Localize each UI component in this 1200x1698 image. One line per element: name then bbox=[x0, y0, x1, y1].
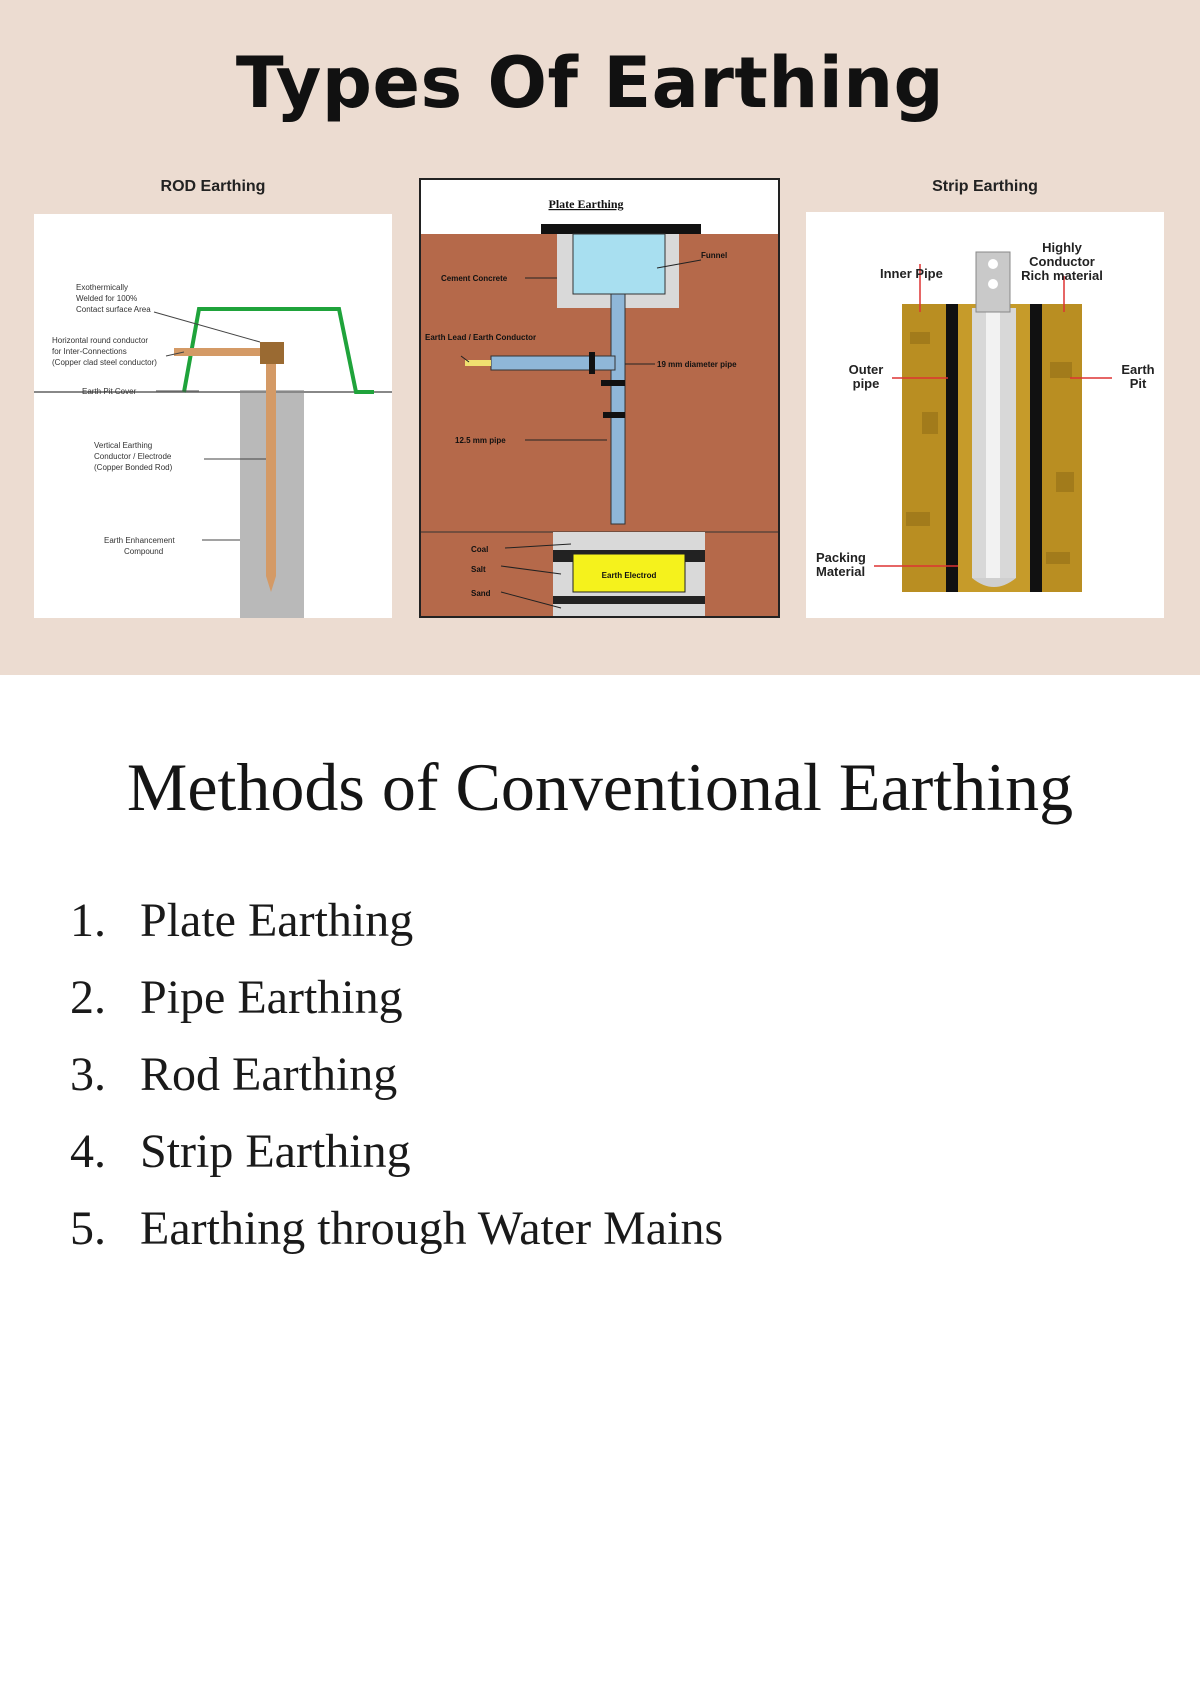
list-item bbox=[70, 893, 723, 970]
plate-label-pipe-12: 12.5 mm pipe bbox=[455, 436, 506, 445]
rod-label-horizontal-3: (Copper clad steel conductor) bbox=[52, 358, 157, 367]
list-item-label: Pipe Earthing bbox=[140, 971, 403, 1024]
strip-label-packing-2: Material bbox=[816, 564, 866, 579]
rod-panel-title: ROD Earthing bbox=[160, 178, 266, 195]
rod-label-enhancement-2: Compound bbox=[124, 547, 164, 556]
list-item bbox=[70, 1047, 723, 1124]
plate-label-pipe-19: 19 mm diameter pipe bbox=[657, 360, 737, 369]
strip-label-earth-1: Earth bbox=[1121, 362, 1155, 377]
rod-label-horizontal-1: Horizontal round conductor bbox=[52, 336, 149, 345]
list-item-number: 4. bbox=[70, 1125, 106, 1178]
list-item-number: 3. bbox=[70, 1048, 106, 1101]
plate-earthing-diagram bbox=[419, 178, 780, 618]
weld-joint bbox=[260, 342, 284, 364]
list-item bbox=[70, 1201, 723, 1278]
plate-label-sand: Sand bbox=[471, 589, 491, 598]
rod-label-exothermic-3: Contact surface Area bbox=[76, 305, 151, 314]
copper-rod bbox=[266, 344, 276, 576]
list-item-number: 2. bbox=[70, 971, 106, 1024]
plate-panel-title: Plate Earthing bbox=[548, 197, 624, 211]
plate-label-funnel: Funnel bbox=[701, 251, 728, 260]
funnel-water bbox=[573, 234, 665, 294]
plate-label-earth-lead: Earth Lead / Earth Conductor bbox=[425, 333, 537, 342]
strip-label-outer-2: pipe bbox=[852, 376, 880, 391]
plate-label-coal: Coal bbox=[471, 545, 489, 554]
methods-title: Methods of Conventional Earthing bbox=[126, 749, 1074, 825]
rod-label-enhancement-1: Earth Enhancement bbox=[104, 536, 175, 545]
list-item bbox=[70, 1124, 723, 1201]
plate-label-electrode: Earth Electrod bbox=[601, 571, 657, 580]
plate-top-cover bbox=[541, 224, 701, 234]
methods-list bbox=[70, 893, 723, 1278]
rod-label-vertical-3: (Copper Bonded Rod) bbox=[94, 463, 173, 472]
list-item bbox=[70, 970, 723, 1047]
plate-label-salt: Salt bbox=[471, 565, 486, 574]
rod-label-vertical-1: Vertical Earthing bbox=[94, 441, 153, 450]
rod-earthing-diagram bbox=[34, 214, 392, 618]
horizontal-conductor bbox=[174, 348, 270, 356]
main-title: Types Of Earthing bbox=[235, 42, 945, 124]
list-item-label: Strip Earthing bbox=[140, 1125, 411, 1178]
list-item-label: Rod Earthing bbox=[140, 1048, 398, 1101]
horizontal-pipe bbox=[491, 356, 615, 370]
rod-label-exothermic-1: Exothermically bbox=[76, 283, 129, 292]
rod-label-vertical-2: Conductor / Electrode bbox=[94, 452, 172, 461]
strip-label-inner-pipe: Inner Pipe bbox=[880, 266, 943, 281]
strip-label-outer-1: Outer bbox=[848, 362, 884, 377]
strip-label-packing-1: Packing bbox=[816, 550, 866, 565]
list-item-number: 5. bbox=[70, 1202, 106, 1255]
list-item-number: 1. bbox=[70, 894, 106, 947]
strip-label-highly-3: Rich material bbox=[1021, 268, 1103, 283]
vertical-pipe bbox=[611, 294, 625, 524]
rod-label-horizontal-2: for Inter-Connections bbox=[52, 347, 127, 356]
strip-label-highly-1: Highly bbox=[1042, 240, 1082, 255]
strip-earthing-diagram bbox=[806, 212, 1164, 618]
plate-label-cement: Cement Concrete bbox=[441, 274, 508, 283]
strip-panel-title: Strip Earthing bbox=[932, 178, 1038, 195]
rod-label-exothermic-2: Welded for 100% bbox=[76, 294, 138, 303]
strip-label-earth-2: Pit bbox=[1129, 376, 1147, 391]
earth-lead bbox=[465, 360, 491, 366]
rod-label-pit-cover: Earth Pit Cover bbox=[82, 387, 137, 396]
list-item-label: Plate Earthing bbox=[140, 894, 414, 947]
strip-label-highly-2: Conductor bbox=[1029, 254, 1095, 269]
list-item-label: Earthing through Water Mains bbox=[140, 1202, 724, 1255]
